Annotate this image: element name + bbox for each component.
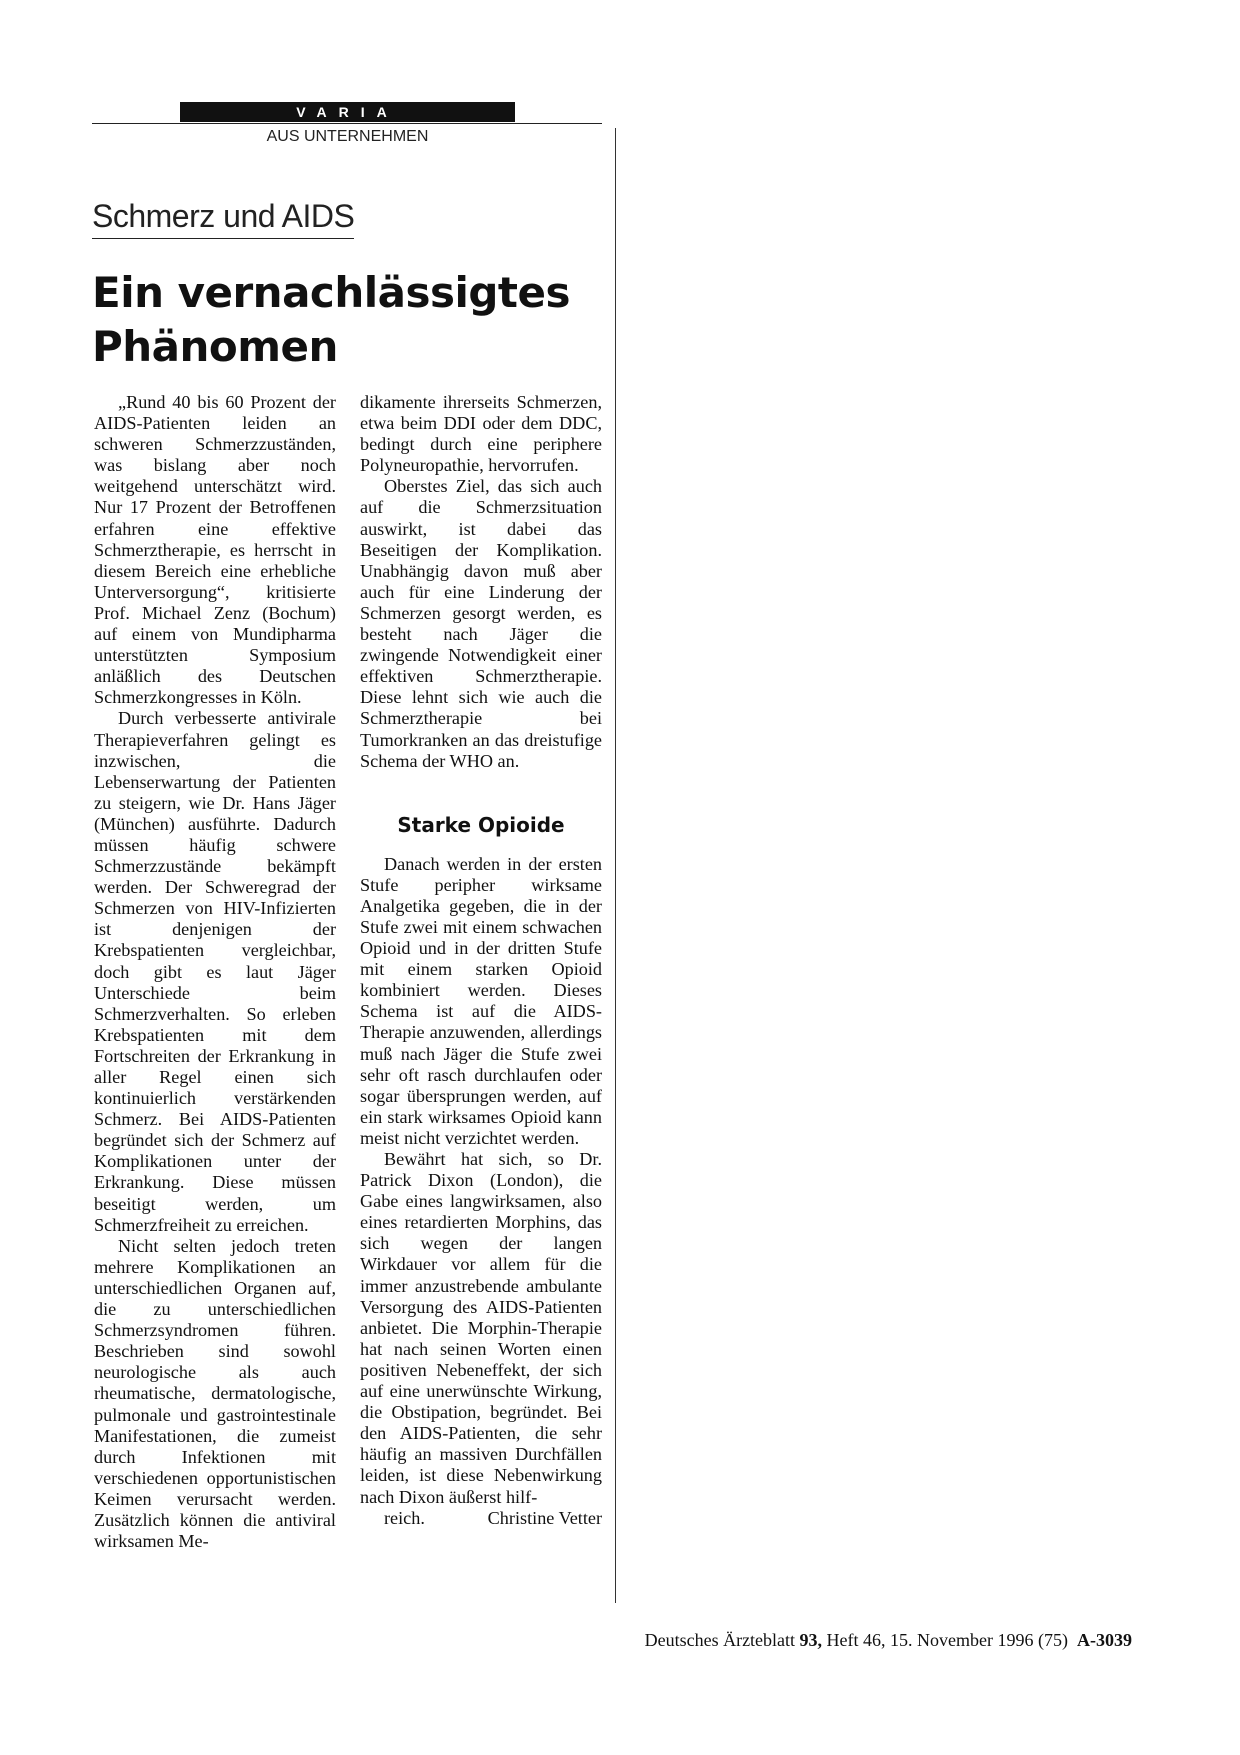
issue-info: Heft 46, 15. November 1996 (75) — [826, 1630, 1068, 1650]
journal-name: Deutsches Ärzteblatt — [644, 1630, 796, 1650]
paragraph-complications: Nicht selten jedoch treten mehrere Komplikationen an unterschiedlichen Organen auf, die zu unterschiedlichen Schmerzsyndromen führen. Beschrieben sind sowohl neurologische als auch rheumatische, dermatologische, pulmonale und gastrointestinale Manifestationen, die zumeist durch Infektionen mit verschiedenen opportunistischen Keimen verursacht werden. Zusätzlich können die antiviral wirksamen Me- — [94, 1235, 336, 1552]
text-column-1 — [94, 392, 336, 1552]
closing-word: reich. — [384, 1507, 425, 1528]
section-label: VARIA — [180, 102, 515, 122]
subheading: Starke Opioide — [397, 812, 565, 837]
article-author: Christine Vetter — [487, 1507, 602, 1528]
paragraph-morphine: Bewährt hat sich, so Dr. Patrick Dixon (London), die Gabe eines langwirksamen, also eines retardierten Morphins, das sich wegen der langen Wirkdauer vor allem für die immer anzustrebende ambulante Versorgung des AIDS-Patienten anbietet. Die Morphin-Therapie hat nach seinen Worten einen positiven Nebeneffekt, der sich auf eine unerwünschte Wirkung, die Obstipation, begründet. Bei den AIDS-Patienten, die sehr häufig an massiven Durchfällen leiden, ist diese Nebenwirkung nach Dixon äußerst hilf- — [360, 1149, 602, 1507]
subsection-label: AUS UNTERNEHMEN — [266, 128, 429, 145]
article-kicker: Schmerz und AIDS — [92, 196, 354, 239]
headline-line-1: Ein vernachlässigtes — [92, 268, 570, 317]
paragraph-goal: Oberstes Ziel, das sich auch auf die Schmerzsituation auswirkt, ist dabei das Beseitigen der Komplikation. Unabhängig davon muß aber auch für eine Linderung der Schmerzen gesorgt werden, es besteht nach Jäger die zwingende Notwendigkeit einer effektiven Schmerztherapie. Diese lehnt sich wie auch die Schmerztherapie bei Tumorkranken an das dreistufige Schema der WHO an. — [360, 476, 602, 771]
column-divider — [615, 128, 616, 1603]
headline-line-2: Phänomen — [92, 322, 338, 371]
page-number: A-3039 — [1077, 1630, 1132, 1650]
journal-volume: 93, — [799, 1630, 823, 1650]
paragraph-continuation: dikamente ihrerseits Schmerzen, etwa beim DDI oder dem DDC, bedingt durch eine periphere Polyneuropathie, hervorrufen. — [360, 392, 602, 476]
paragraph-intro: „Rund 40 bis 60 Prozent der AIDS-Patienten leiden an schweren Schmerzzuständen, was bislang aber noch weitgehend unterschätzt wird. Nur 17 Prozent der Betroffenen erfahren eine effektive Schmerztherapie, es herrscht in diesem Bereich eine erhebliche Unterversorgung“, kritisierte Prof. Michael Zenz (Bochum) auf einem von Mundipharma unterstützten Symposium anläßlich des Deutschen Schmerzkongresses in Köln. — [94, 392, 336, 708]
text-column-2 — [360, 392, 602, 1529]
header-rule — [92, 123, 602, 124]
closing-line — [360, 1508, 602, 1529]
page-footer — [645, 1630, 1132, 1651]
article-headline — [92, 266, 612, 374]
paragraph-therapy: Durch verbesserte antivirale Therapieverfahren gelingt es inzwischen, die Lebenserwartung der Patienten zu steigern, wie Dr. Hans Jäger (München) ausführte. Dadurch müssen häufig schwere Schmerzzustände bekämpft werden. Der Schweregrad der Schmerzen von HIV-Infizierten ist denjenigen der Krebspatienten vergleichbar, doch gibt es laut Jäger Unterschiede beim Schmerzverhalten. So erleben Krebspatienten mit dem Fortschreiten der Erkrankung in aller Regel einen sich kontinuierlich verstärkenden Schmerz. Bei AIDS-Patienten begründet sich der Schmerz auf Komplikationen unter der Erkrankung. Diese müssen beseitigt werden, um Schmerzfreiheit zu erreichen. — [94, 708, 336, 1235]
paragraph-who-schema: Danach werden in der ersten Stufe peripher wirksame Analgetika gegeben, die in der Stufe zwei mit einem schwachen Opioid und in der dritten Stufe mit einem starken Opioid kombiniert werden. Dieses Schema ist auf die AIDS-Therapie anzuwenden, allerdings muß nach Jäger die Stufe zwei sehr oft rasch durchlaufen oder sogar übersprungen werden, auf ein stark wirksames Opioid kann meist nicht verzichtet werden. — [360, 853, 602, 1148]
